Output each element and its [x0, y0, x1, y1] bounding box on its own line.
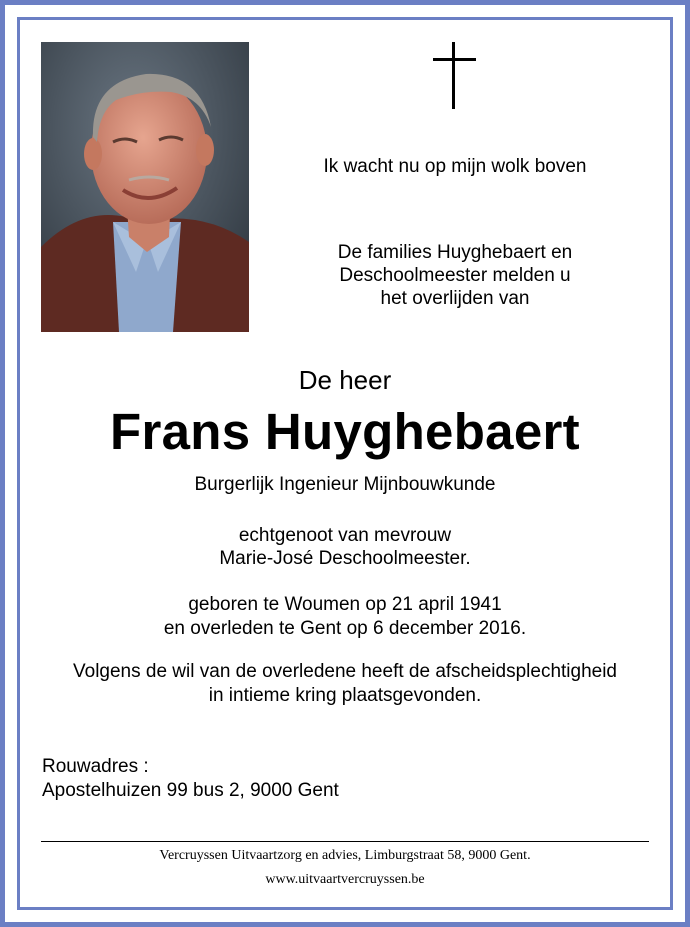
spouse-info: [0, 524, 690, 570]
professional-title: Burgerlijk Ingenieur Mijnbouwkunde: [194, 474, 496, 495]
honorific: De heer: [298, 365, 392, 395]
cross-icon: [430, 42, 478, 110]
announcement: [270, 241, 640, 310]
birth-line: geboren te Woumen op 21 april 1941: [188, 594, 502, 615]
spouse-line: Marie-José Deschoolmeester.: [219, 548, 471, 569]
announcement-line: Deschoolmeester melden u: [339, 265, 571, 286]
footer-divider: [41, 841, 649, 842]
ceremony-line: Volgens de wil van de overledene heeft de afscheidsplechtigheid: [73, 661, 617, 682]
announcement-line: het overlijden van: [380, 288, 530, 309]
death-line: en overleden te Gent op 6 december 2016.: [163, 618, 527, 639]
life-dates: [0, 593, 690, 641]
ceremony-note: [0, 660, 690, 708]
funeral-home-website: www.uitvaartvercruyssen.be: [265, 872, 425, 887]
ceremony-line: in intieme kring plaatsgevonden.: [208, 685, 482, 706]
portrait-photo: [41, 42, 249, 332]
address-label: Rouwadres :: [42, 756, 149, 777]
mourning-address: Apostelhuizen 99 bus 2, 9000 Gent: [42, 780, 339, 801]
funeral-home-info: Vercruyssen Uitvaartzorg en advies, Limburgstraat 58, 9000 Gent.: [159, 848, 531, 863]
deceased-name: Frans Huyghebaert: [110, 403, 580, 460]
spouse-line: echtgenoot van mevrouw: [238, 525, 452, 546]
announcement-line: De families Huyghebaert en: [337, 242, 573, 263]
motto: Ik wacht nu op mijn wolk boven: [323, 156, 587, 177]
